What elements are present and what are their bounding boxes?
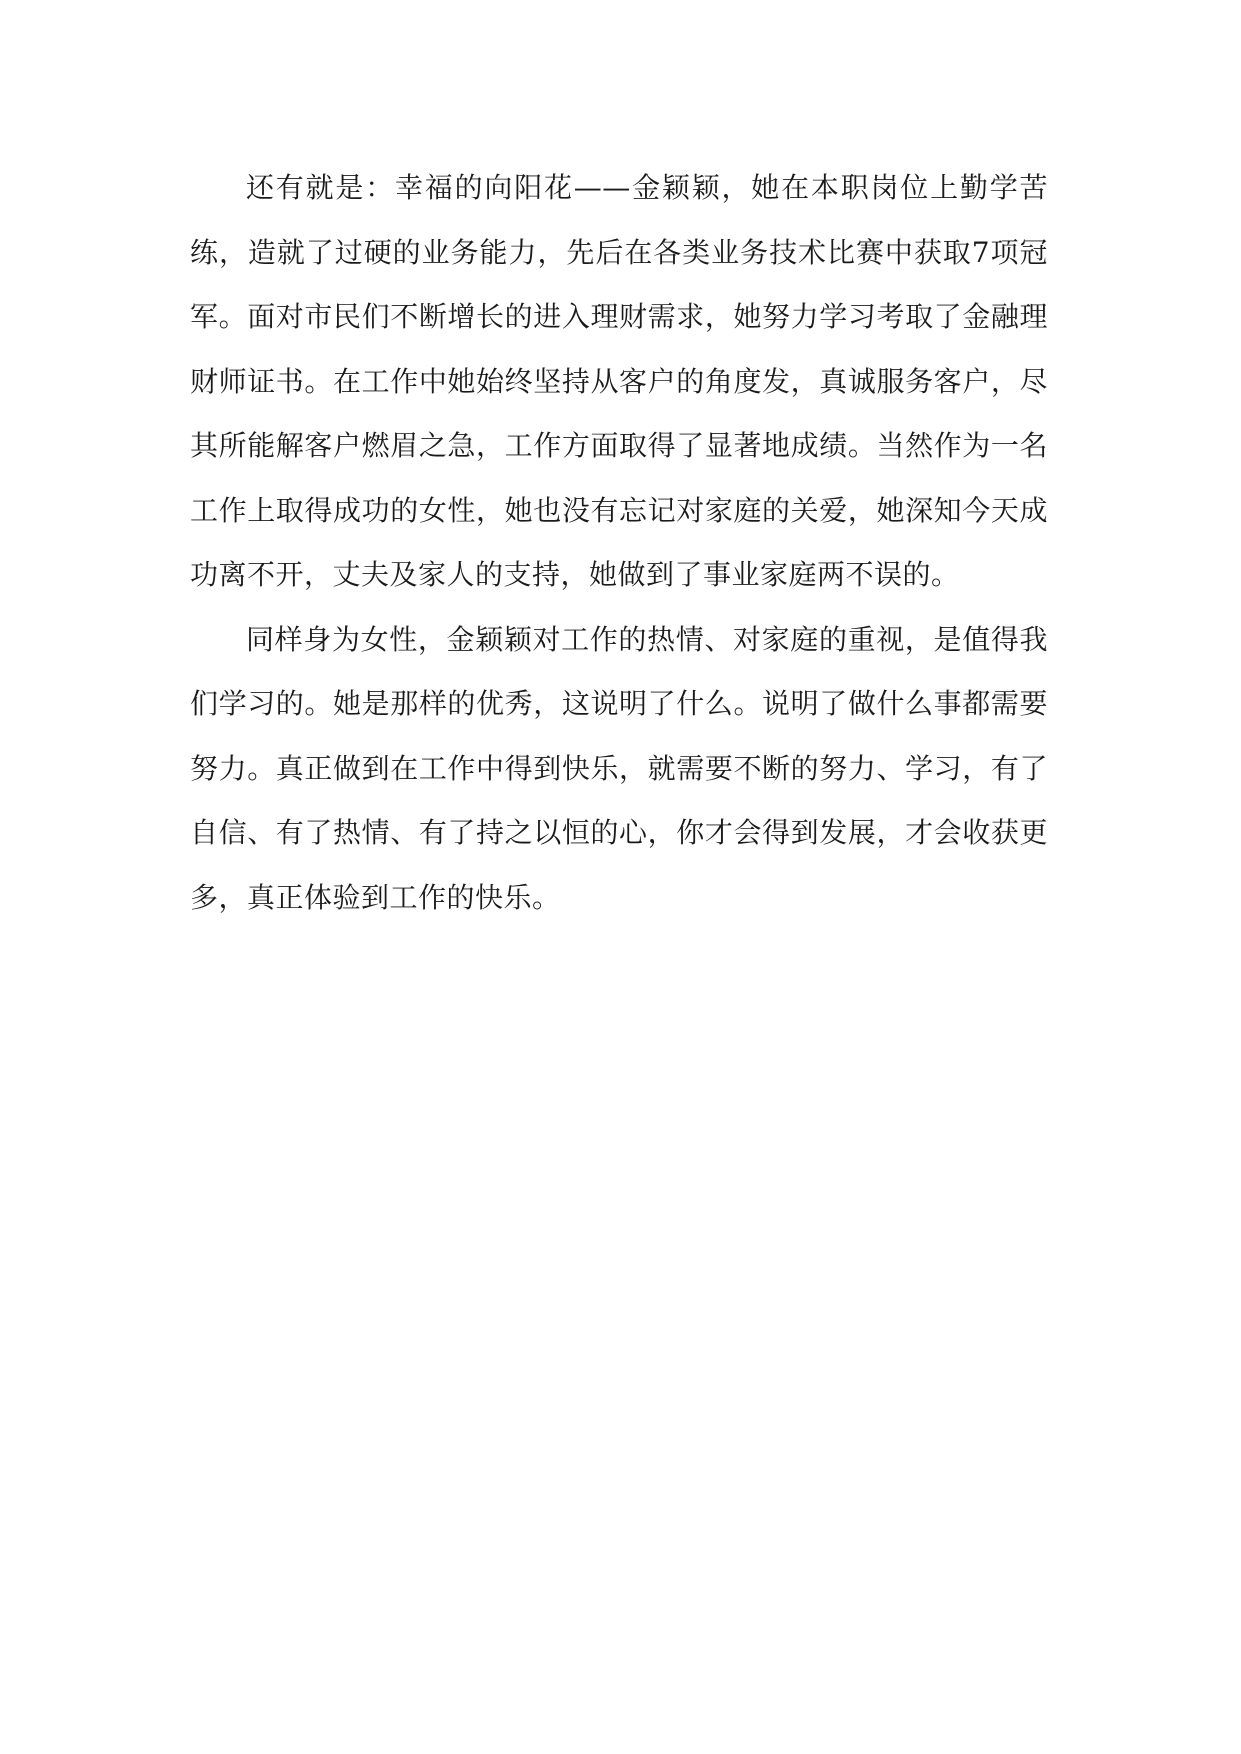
paragraph-2: 同样身为女性，金颖颖对工作的热情、对家庭的重视，是值得我们学习的。她是那样的优秀，这说明了什么。说明了做什么事都需要努力。真正做到在工作中得到快乐，就需要不断的努力、学习，有了自信、有了热情、有了持之以恒的心，你才会得到发展，才会收获更多，真正体验到工作的快乐。 bbox=[190, 622, 1048, 914]
document-body bbox=[190, 156, 1048, 930]
paragraph-1: 还有就是：幸福的向阳花——金颖颖，她在本职岗位上勤学苦练，造就了过硬的业务能力，先后在各类业务技术比赛中获取7项冠军。面对市民们不断增长的进入理财需求，她努力学习考取了金融理财师证书。在工作中她始终坚持从客户的角度发，真诚服务客户，尽其所能解客户燃眉之急，工作方面取得了显著地成绩。当然作为一名工作上取得成功的女性，她也没有忘记对家庭的关爱，她深知今天成功离不开，丈夫及家人的支持，她做到了事业家庭两不误的。 bbox=[190, 171, 1048, 591]
